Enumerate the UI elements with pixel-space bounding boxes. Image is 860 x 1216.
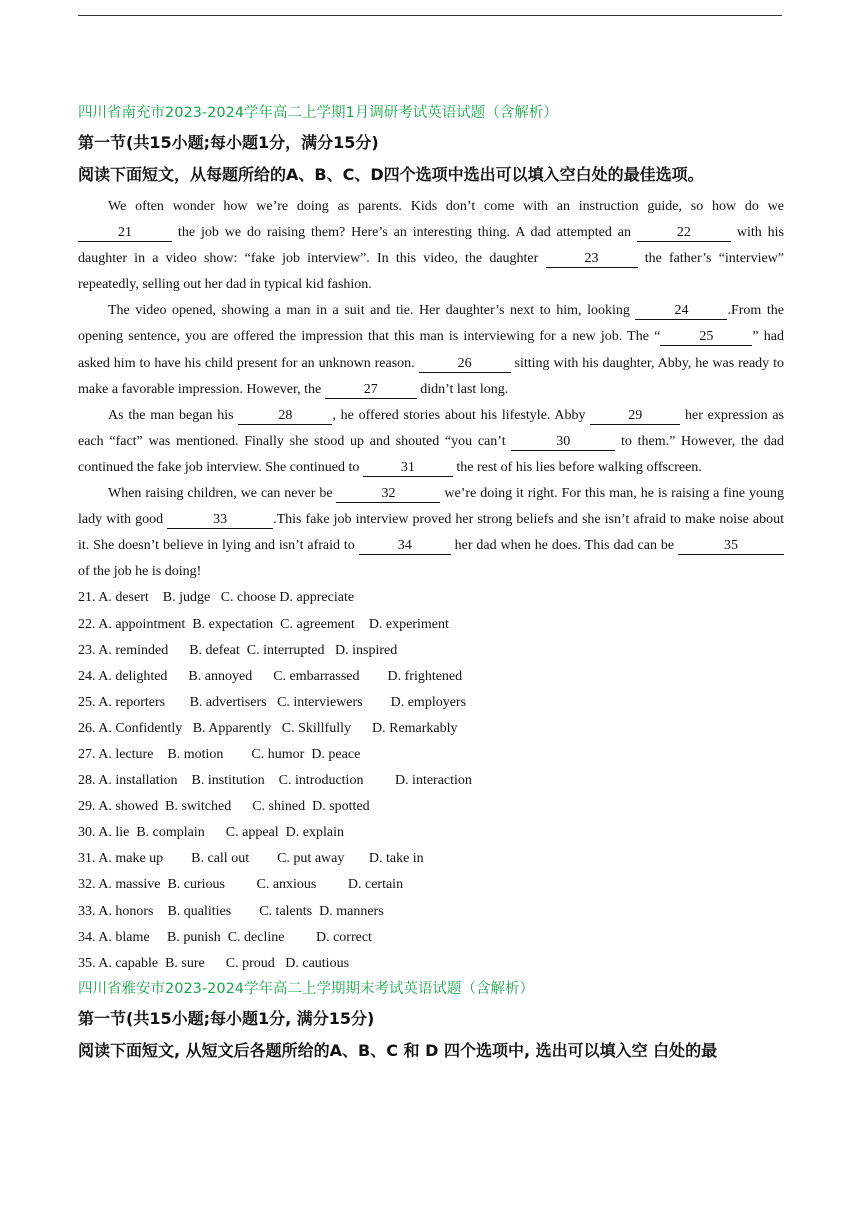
text-span: the father’s “interview” repeatedly, selling out her dad in typical kid fashion.: [78, 251, 784, 293]
text-span: When raising children, we can never be: [108, 486, 337, 502]
paragraph-2: [78, 298, 784, 402]
text-span: to them.” However, the dad continued the fake job interview. She continued to: [78, 433, 784, 475]
section-heading-2: 第一节(共15小题;每小题1分, 满分15分): [78, 1008, 375, 1028]
text-span: didn’t last long.: [416, 381, 509, 397]
blank-30: 30: [511, 434, 615, 451]
text-span: .From the opening sentence, you are offered the impression that this man is interviewing for a new job. The “: [78, 303, 784, 345]
text-span: sitting with his daughter, Abby, he was ready to make a favorable impression. However, the: [78, 355, 784, 397]
blank-32: 32: [336, 486, 440, 503]
option-line-25: 25. A. reporters B. advertisers C. interviewers D. employers: [78, 694, 467, 710]
option-line-31: 31. A. make up B. call out C. put away D. take in: [78, 851, 424, 867]
text-span: her expression as each “fact” was mentioned. Finally she stood up and shouted “you can’t: [78, 407, 784, 449]
blank-22: 22: [637, 225, 731, 242]
option-line-28: 28. A. installation B. institution C. introduction D. interaction: [78, 773, 472, 789]
option-line-24: 24. A. delighted B. annoyed C. embarrassed D. frightened: [78, 668, 463, 684]
option-line-32: 32. A. massive B. curious C. anxious D. certain: [78, 877, 404, 893]
section-heading: 第一节(共15小题;每小题1分，满分15分): [78, 133, 379, 152]
blank-34: 34: [359, 538, 451, 555]
text-span: of the job he is doing!: [78, 564, 202, 580]
option-line-21: 21. A. desert B. judge C. choose D. appreciate: [78, 590, 355, 606]
blank-35: 35: [678, 538, 784, 555]
blank-29: 29: [590, 408, 680, 425]
text-span: we’re doing it right. For this man, he is raising a fine young lady with good: [78, 486, 784, 528]
option-line-22: 22. A. appointment B. expectation C. agreement D. experiment: [78, 616, 449, 632]
option-line-33: 33. A. honors B. qualities C. talents D. manners: [78, 903, 384, 919]
blank-33: 33: [167, 512, 273, 529]
option-line-26: 26. A. Confidently B. Apparently C. Skillfully D. Remarkably: [78, 720, 458, 736]
text-span: the job we do raising them? Here’s an interesting thing. A dad attempted an: [172, 225, 637, 241]
blank-21: 21: [78, 225, 172, 242]
paragraph-1: [78, 194, 784, 298]
blank-26: 26: [419, 356, 511, 373]
text-span: .This fake job interview proved her strong beliefs and she isn’t afraid to make noise about it. She doesn’t believe in lying and isn’t afraid to: [78, 512, 784, 554]
text-span: , he offered stories about his lifestyle. Abby: [332, 407, 591, 423]
text-span: ” had asked him to have his child present for an unknown reason.: [78, 329, 784, 371]
paragraph-3: [78, 403, 784, 481]
text-span: We often wonder how we’re doing as parents. Kids don’t come with an instruction guide, so how do we: [108, 199, 784, 214]
cloze-passage: [78, 194, 784, 585]
blank-28: 28: [238, 408, 332, 425]
blank-31: 31: [363, 460, 453, 477]
text-span: with his daughter in a video show: “fake job interview”. In this video, the daughter: [78, 225, 784, 267]
source-title-yaan: 四川省雅安市2023-2024学年高二上学期期末考试英语试题（含解析）: [78, 980, 535, 997]
text-span: the rest of his lies before walking offscreen.: [452, 459, 702, 475]
blank-27: 27: [325, 382, 417, 399]
option-line-30: 30. A. lie B. complain C. appeal D. explain: [78, 825, 344, 841]
source-title-nanchong: 四川省南充市2023-2024学年高二上学期1月调研考试英语试题（含解析）: [78, 105, 558, 121]
instructions: 阅读下面短文，从每题所给的A、B、C、D四个选项中选出可以填入空白处的最佳选项。: [78, 165, 704, 184]
document-body: [78, 101, 784, 1070]
option-line-27: 27. A. lecture B. motion C. humor D. peace: [78, 746, 361, 762]
answer-options: [78, 585, 784, 976]
text-span: As the man began his: [108, 407, 239, 423]
header-rule: [78, 15, 782, 16]
option-line-34: 34. A. blame B. punish C. decline D. correct: [78, 929, 372, 945]
paragraph-4: [78, 481, 784, 585]
instructions-2: 阅读下面短文, 从短文后各题所给的A、B、C 和 D 四个选项中, 选出可以填入空 白处的最: [78, 1040, 718, 1060]
blank-25: 25: [660, 329, 752, 346]
option-line-35: 35. A. capable B. sure C. proud D. cautious: [78, 955, 350, 971]
text-span: her dad when he does. This dad can be: [450, 538, 678, 554]
blank-24: 24: [635, 303, 727, 320]
option-line-23: 23. A. reminded B. defeat C. interrupted D. inspired: [78, 642, 398, 658]
text-span: The video opened, showing a man in a suit and tie. Her daughter’s next to him, looking: [108, 303, 636, 319]
blank-23: 23: [546, 251, 638, 268]
option-line-29: 29. A. showed B. switched C. shined D. spotted: [78, 799, 370, 815]
